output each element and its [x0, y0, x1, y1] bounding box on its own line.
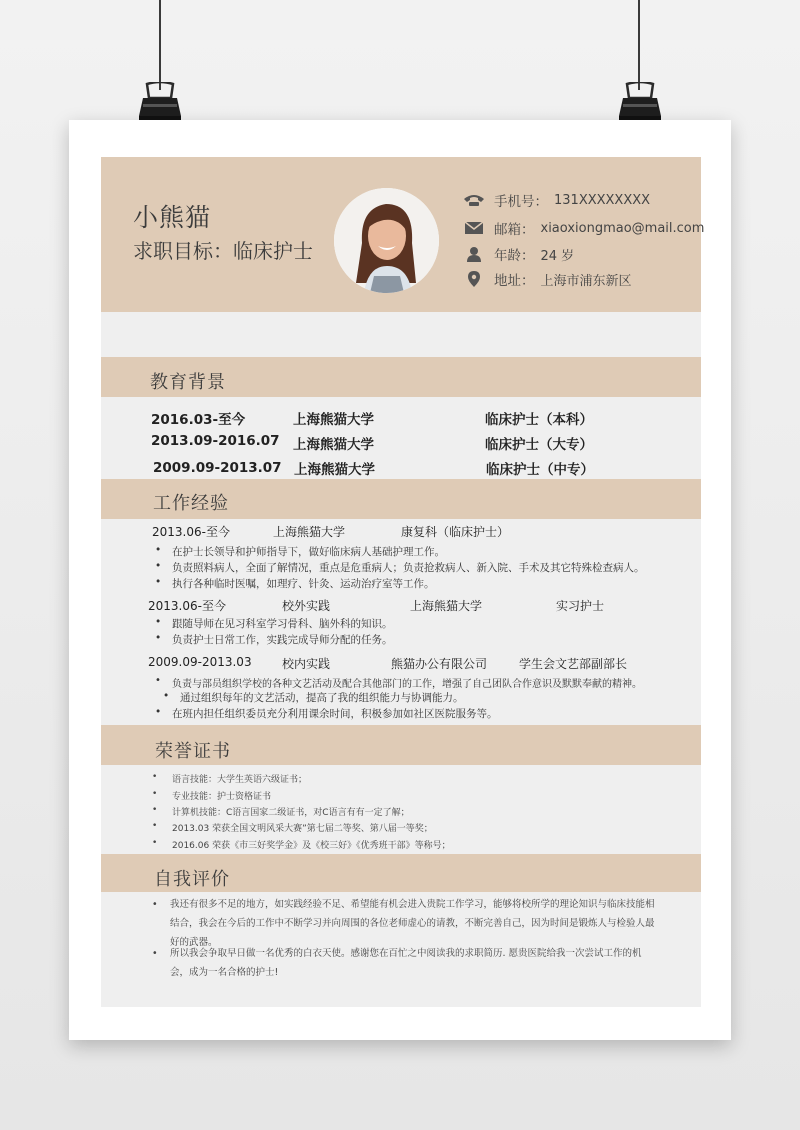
edu-school: 上海熊猫大学: [293, 412, 374, 428]
evaluation-paragraph: • 我还有很多不足的地方，如实践经验不足、希望能有机会进入贵院工作学习，能够将校所学的理论知识与临床技能相结合，我会在今后的工作中不断学习并向周围的各位老师虚心的请教，不断完善自己，因为时间是锻炼人与检验人最好的武器。: [170, 895, 660, 952]
work-role: 康复科（临床护士）: [401, 525, 510, 539]
education-title: 教育背景: [150, 372, 226, 393]
job-objective: 求职目标：临床护士: [133, 239, 313, 263]
contact-age: 年龄： 24 岁: [462, 243, 574, 265]
edu-school: 上海熊猫大学: [293, 437, 374, 453]
edu-period: 2013.09-2016.07: [151, 433, 280, 449]
edu-school: 上海熊猫大学: [294, 462, 375, 478]
person-icon: [462, 245, 486, 263]
work-org: 校外实践: [282, 599, 331, 613]
work-bullet: • 负责与部员组织学校的各种文艺活动及配合其他部门的工作，增强了自己团队合作意识及默默奉献的精神。: [172, 675, 642, 690]
phone-value: 131XXXXXXXX: [554, 192, 651, 208]
work-title: 工作经验: [153, 493, 229, 514]
work-bullet: • 负责护士日常工作，实践完成导师分配的任务。: [172, 632, 393, 647]
age-value: 24 岁: [540, 248, 575, 264]
work-period: 2013.06-至今: [148, 599, 226, 613]
contact-email: 邮箱： xiaoxiongmao@mail.com: [462, 217, 704, 239]
location-icon: [462, 270, 486, 288]
phone-icon: [462, 191, 486, 209]
edu-period: 2016.03-至今: [151, 412, 246, 428]
edu-major: 临床护士（中专）: [486, 462, 594, 478]
honor-item: • 2013.03 荣获全国文明风采大赛”第七届二等奖、第八届一等奖；: [172, 821, 433, 834]
candidate-name: 小熊猫: [133, 203, 212, 232]
work-org: 校内实践: [282, 657, 331, 671]
work-bullet: • 在班内担任组织委员充分利用课余时间，积极参加如社区医院服务等。: [172, 706, 498, 721]
honor-item: • 2016.06 荣获《市三好奖学金》及《校三好》《优秀班干部》等称号；: [172, 838, 451, 851]
profile-photo: [334, 188, 439, 293]
work-bullet: • 跟随导师在见习科室学习骨科、脑外科的知识。: [172, 616, 393, 631]
work-period: 2013.06-至今: [152, 525, 230, 539]
work-place: 熊猫办公有限公司: [391, 657, 488, 671]
mail-icon: [462, 219, 486, 237]
hanging-string-right: [638, 0, 640, 90]
email-value: xiaoxiongmao@mail.com: [540, 220, 705, 236]
work-place: 上海熊猫大学: [410, 599, 483, 613]
honors-title: 荣誉证书: [155, 741, 231, 762]
honor-item: • 专业技能：护士资格证书: [172, 789, 271, 802]
address-value: 上海市浦东新区: [540, 273, 632, 289]
work-bullet: • 执行各种临时医嘱，如理疗、针灸、运动治疗室等工作。: [172, 576, 435, 591]
edu-major: 临床护士（本科）: [485, 412, 593, 428]
evaluation-title: 自我评价: [154, 869, 230, 890]
work-bullet: • 负责照料病人，全面了解情况，重点是危重病人；负责抢救病人、新入院、手术及其它特殊检查病人。: [172, 560, 645, 575]
honor-item: • 计算机技能：C语言国家二级证书，对C语言有有一定了解；: [172, 805, 410, 818]
hanging-string-left: [159, 0, 161, 90]
work-bullet: • 在护士长领导和护师指导下，做好临床病人基础护理工作。: [172, 544, 445, 559]
contact-address: 地址： 上海市浦东新区: [462, 268, 632, 290]
honor-item: • 语言技能：大学生英语六级证书；: [172, 772, 307, 785]
edu-period: 2009.09-2013.07: [153, 460, 282, 476]
evaluation-paragraph: • 所以我会争取早日做一名优秀的白衣天使。感谢您在百忙之中阅读我的求职简历. 愿贵医院给我一次尝试工作的机会，成为一名合格的护士!: [170, 944, 660, 982]
contact-phone: 手机号： 131XXXXXXXX: [462, 189, 650, 211]
work-org: 上海熊猫大学: [273, 525, 346, 539]
work-bullet: • 通过组织每年的文艺活动，提高了我的组织能力与协调能力。: [180, 690, 464, 705]
work-role: 实习护士: [556, 599, 605, 613]
edu-major: 临床护士（大专）: [485, 437, 593, 453]
work-period: 2009.09-2013.03: [148, 655, 252, 669]
work-role: 学生会文艺部副部长: [519, 657, 628, 671]
